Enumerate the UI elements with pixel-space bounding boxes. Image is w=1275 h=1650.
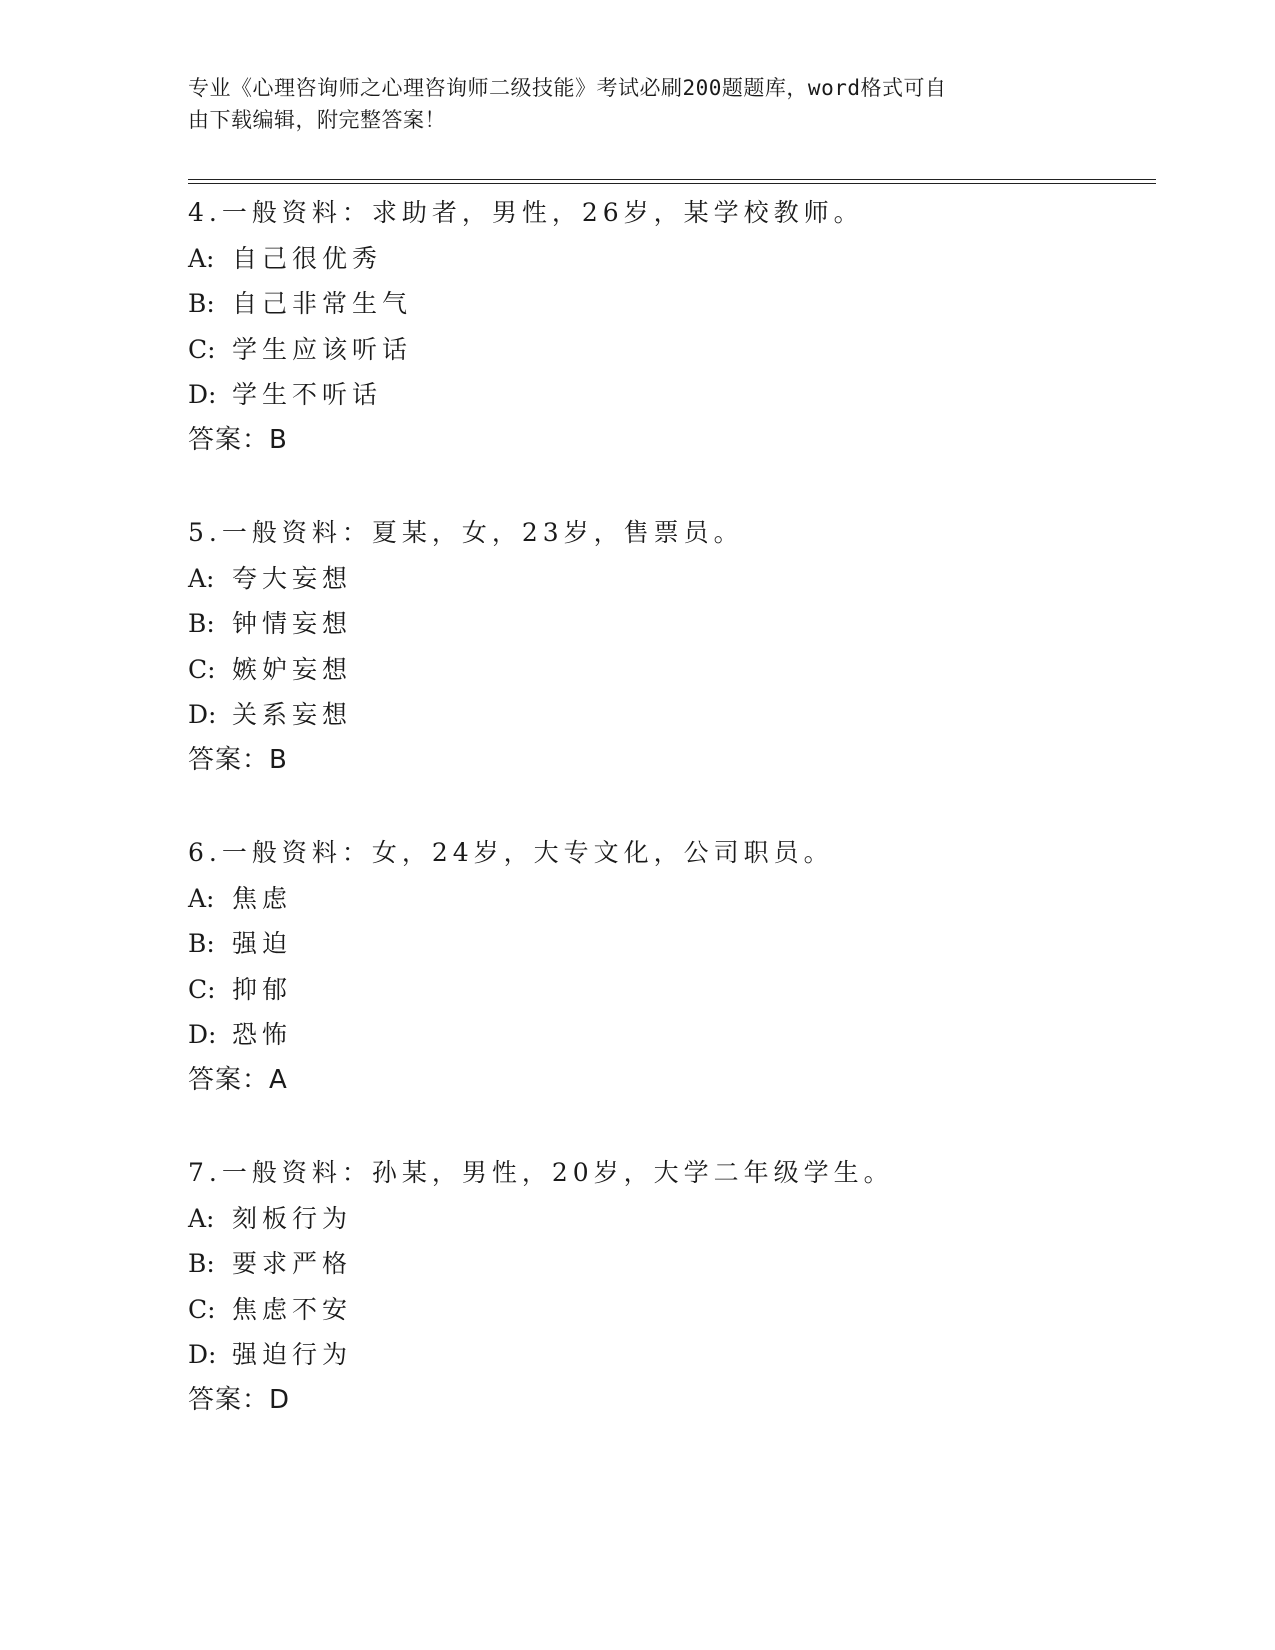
option-letter: D: (188, 1340, 217, 1370)
option-text: 要求严格 (232, 1249, 353, 1279)
option-c (188, 1287, 1148, 1333)
option-letter: A: (188, 1203, 215, 1233)
option-letter: D: (188, 700, 217, 730)
question-stem: 4.一般资料：求助者，男性，26岁，某学校教师。 (188, 198, 864, 227)
option-letter: B: (188, 1249, 215, 1279)
option-d (188, 372, 1148, 418)
question-item (188, 830, 1148, 1150)
header-divider-bottom (188, 183, 1156, 184)
option-text: 焦虑不安 (232, 1294, 353, 1324)
option-b (188, 1241, 1148, 1287)
option-d (188, 1332, 1148, 1378)
header-line-2: 由下载编辑，附完整答案！ (188, 108, 446, 132)
option-text: 强迫行为 (232, 1340, 353, 1370)
option-c (188, 327, 1148, 373)
option-text: 学生应该听话 (232, 334, 413, 364)
option-b (188, 281, 1148, 327)
option-text: 自己非常生气 (232, 289, 413, 319)
answer-line: 答案：A (188, 1064, 288, 1095)
option-c (188, 967, 1148, 1013)
option-letter: D: (188, 380, 217, 410)
option-text: 强迫 (232, 929, 293, 959)
answer-line: 答案：B (188, 744, 288, 775)
option-d (188, 1012, 1148, 1058)
option-letter: D: (188, 1020, 217, 1050)
header-divider-top (188, 179, 1156, 180)
option-letter: B: (188, 609, 215, 639)
option-text: 恐怖 (232, 1020, 293, 1050)
option-a (188, 1196, 1148, 1242)
option-a (188, 876, 1148, 922)
option-text: 钟情妄想 (232, 609, 353, 639)
option-letter: C: (188, 974, 216, 1004)
option-text: 焦虑 (232, 883, 293, 913)
option-letter: B: (188, 929, 215, 959)
option-text: 夸大妄想 (232, 563, 353, 593)
question-item (188, 1150, 1148, 1470)
option-letter: A: (188, 883, 215, 913)
question-stem: 7.一般资料：孙某，男性，20岁，大学二年级学生。 (188, 1158, 894, 1187)
option-text: 自己很优秀 (232, 243, 383, 273)
option-a (188, 556, 1148, 602)
option-c (188, 647, 1148, 693)
option-text: 嫉妒妄想 (232, 654, 353, 684)
question-item (188, 190, 1148, 510)
answer-line: 答案：D (188, 1384, 291, 1415)
option-d (188, 692, 1148, 738)
question-stem: 5.一般资料：夏某，女，23岁，售票员。 (188, 518, 744, 547)
option-b (188, 921, 1148, 967)
question-item (188, 510, 1148, 830)
header-line-1: 专业《心理咨询师之心理咨询师二级技能》考试必刷200题题库，word格式可自 (188, 76, 947, 100)
option-text: 学生不听话 (232, 380, 383, 410)
option-text: 抑郁 (232, 974, 293, 1004)
option-text: 刻板行为 (232, 1203, 353, 1233)
option-a (188, 236, 1148, 282)
question-stem: 6.一般资料：女，24岁，大专文化，公司职员。 (188, 838, 834, 867)
option-letter: A: (188, 563, 215, 593)
option-letter: A: (188, 243, 215, 273)
option-text: 关系妄想 (232, 700, 353, 730)
option-letter: B: (188, 289, 215, 319)
option-letter: C: (188, 1294, 216, 1324)
option-letter: C: (188, 334, 216, 364)
document-header (188, 72, 1078, 136)
option-letter: C: (188, 654, 216, 684)
question-list (188, 190, 1148, 1470)
answer-line: 答案：B (188, 424, 288, 455)
option-b (188, 601, 1148, 647)
